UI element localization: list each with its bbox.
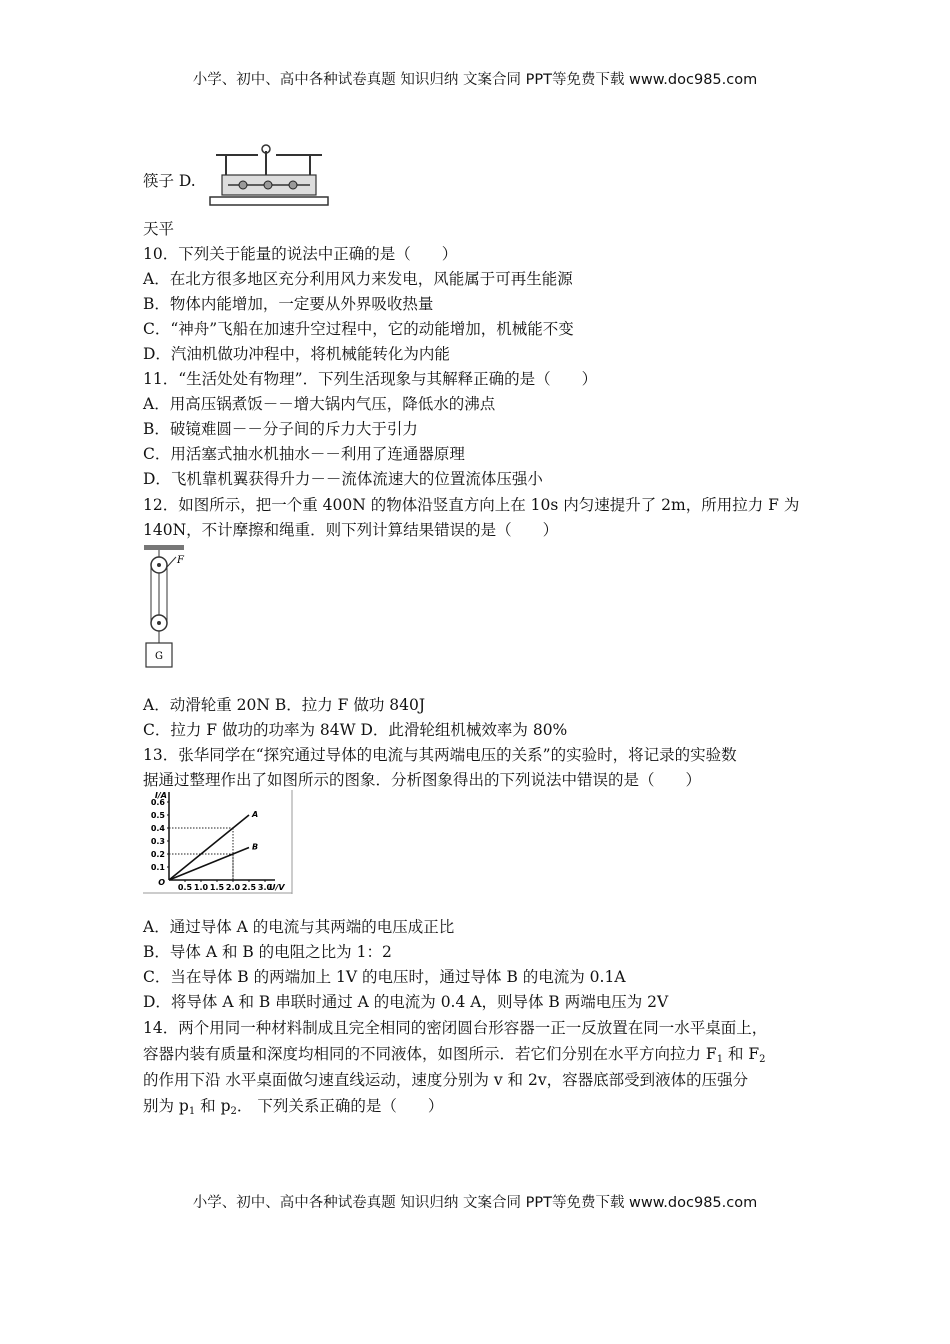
q12-stem-line2: 140N，不计摩擦和绳重．则下列计算结果错误的是（ ） [143,521,559,539]
x-tick-label: 2.5 [241,883,257,892]
y-tick-label: 0.4 [150,824,165,833]
series-line-a [169,815,249,880]
series-label-a: A [252,810,259,819]
q14-line1: 14．两个用同一种材料制成且完全相同的密闭圆台形容器一正一反放置在同一水平桌面上， [143,1019,768,1037]
q13-option-b: B．导体 A 和 B 的电阻之比为 1：2 [143,943,392,961]
page-footer: 小学、初中、高中各种试卷真题 知识归纳 文案合同 PPT等免费下载 www.doc985.com [192,1195,758,1211]
series-label-b: B [252,842,259,852]
q11-option-c: C．用活塞式抽水机抽水－－利用了连通器原理 [143,445,465,463]
q10-option-d: D．汽油机做功冲程中，将机械能转化为内能 [143,345,450,363]
q13-stem-line2: 据通过整理作出了如图所示的图象．分析图象得出的下列说法中错误的是（ ） [143,771,702,789]
current-voltage-chart [143,790,293,894]
balance-scale-figure [208,141,330,207]
q10-option-a: A．在北方很多地区充分利用风力来发电，风能属于可再生能源 [143,270,573,288]
x-tick-label: 0.5 [177,883,193,892]
q9-option-c-label: 筷子 D. [143,172,196,190]
q12-options-ab: A．动滑轮重 20N B．拉力 F 做功 840J [143,696,426,714]
y-axis-label: I/A [154,791,167,800]
page-header: 小学、初中、高中各种试卷真题 知识归纳 文案合同 PPT等免费下载 www.doc985.com [192,72,758,88]
y-tick-label: 0.2 [150,850,165,859]
q13-option-a: A．通过导体 A 的电流与其两端的电压成正比 [143,918,455,936]
q13-stem-line1: 13．张华同学在“探究通过导体的电流与其两端电压的关系”的实验时，将记录的实验数 [143,746,737,764]
x-axis-label: U/V [269,883,285,892]
q12-options-cd: C．拉力 F 做功的功率为 84W D．此滑轮组机械效率为 80% [143,721,568,739]
q14-line4: 别为 $p_1$ 和 $p_2$． 下列关系正确的是（ ） [143,1097,444,1117]
series-line-b [169,848,249,881]
origin-label: O [158,878,165,887]
q13-option-c: C．当在导体 B 的两端加上 1V 的电压时，通过导体 B 的电流为 0.1A [143,968,626,986]
q9-option-d-caption: 天平 [143,220,175,238]
x-tick-label: 2.0 [225,883,241,892]
y-tick-label: 0.3 [150,837,165,846]
x-tick-label: 3.0 [257,883,273,892]
x-tick-label: 1.5 [209,883,225,892]
q12-stem-line1: 12．如图所示，把一个重 400N 的物体沿竖直方向上在 10s 内匀速提升了 2m，所用拉力 F 为 [143,496,800,514]
x-tick-label: 1.0 [193,883,209,892]
weight-label: G [155,651,163,662]
q14-line3: 的作用下沿 水平桌面做匀速直线运动，速度分别为 v 和 2v，容器底部受到液体的压强分 [143,1071,749,1089]
q13-option-d: D．将导体 A 和 B 串联时通过 A 的电流为 0.4 A，则导体 B 两端电压为 2V [143,993,669,1011]
pulley-system-figure [142,545,188,671]
q11-stem: 11．“生活处处有物理”．下列生活现象与其解释正确的是（ ） [143,370,598,388]
force-label: F [177,555,184,566]
q14-line2: 容器内装有质量和深度均相同的不同液体，如图所示．若它们分别在水平方向拉力 $F_1$ 和 $F_2$ [143,1045,766,1065]
q11-option-b: B．破镜难圆－－分子间的斥力大于引力 [143,420,418,438]
q10-option-b: B．物体内能增加，一定要从外界吸收热量 [143,295,434,313]
q11-option-a: A．用高压锅煮饭－－增大锅内气压，降低水的沸点 [143,395,496,413]
q10-stem: 10．下列关于能量的说法中正确的是（ ） [143,245,458,263]
q10-option-c: C．“神舟”飞船在加速升空过程中，它的动能增加，机械能不变 [143,320,574,338]
y-tick-label: 0.6 [150,798,165,807]
q11-option-d: D．飞机靠机翼获得升力－－流体流速大的位置流体压强小 [143,470,543,488]
y-tick-label: 0.5 [150,811,165,820]
y-tick-label: 0.1 [150,863,165,872]
